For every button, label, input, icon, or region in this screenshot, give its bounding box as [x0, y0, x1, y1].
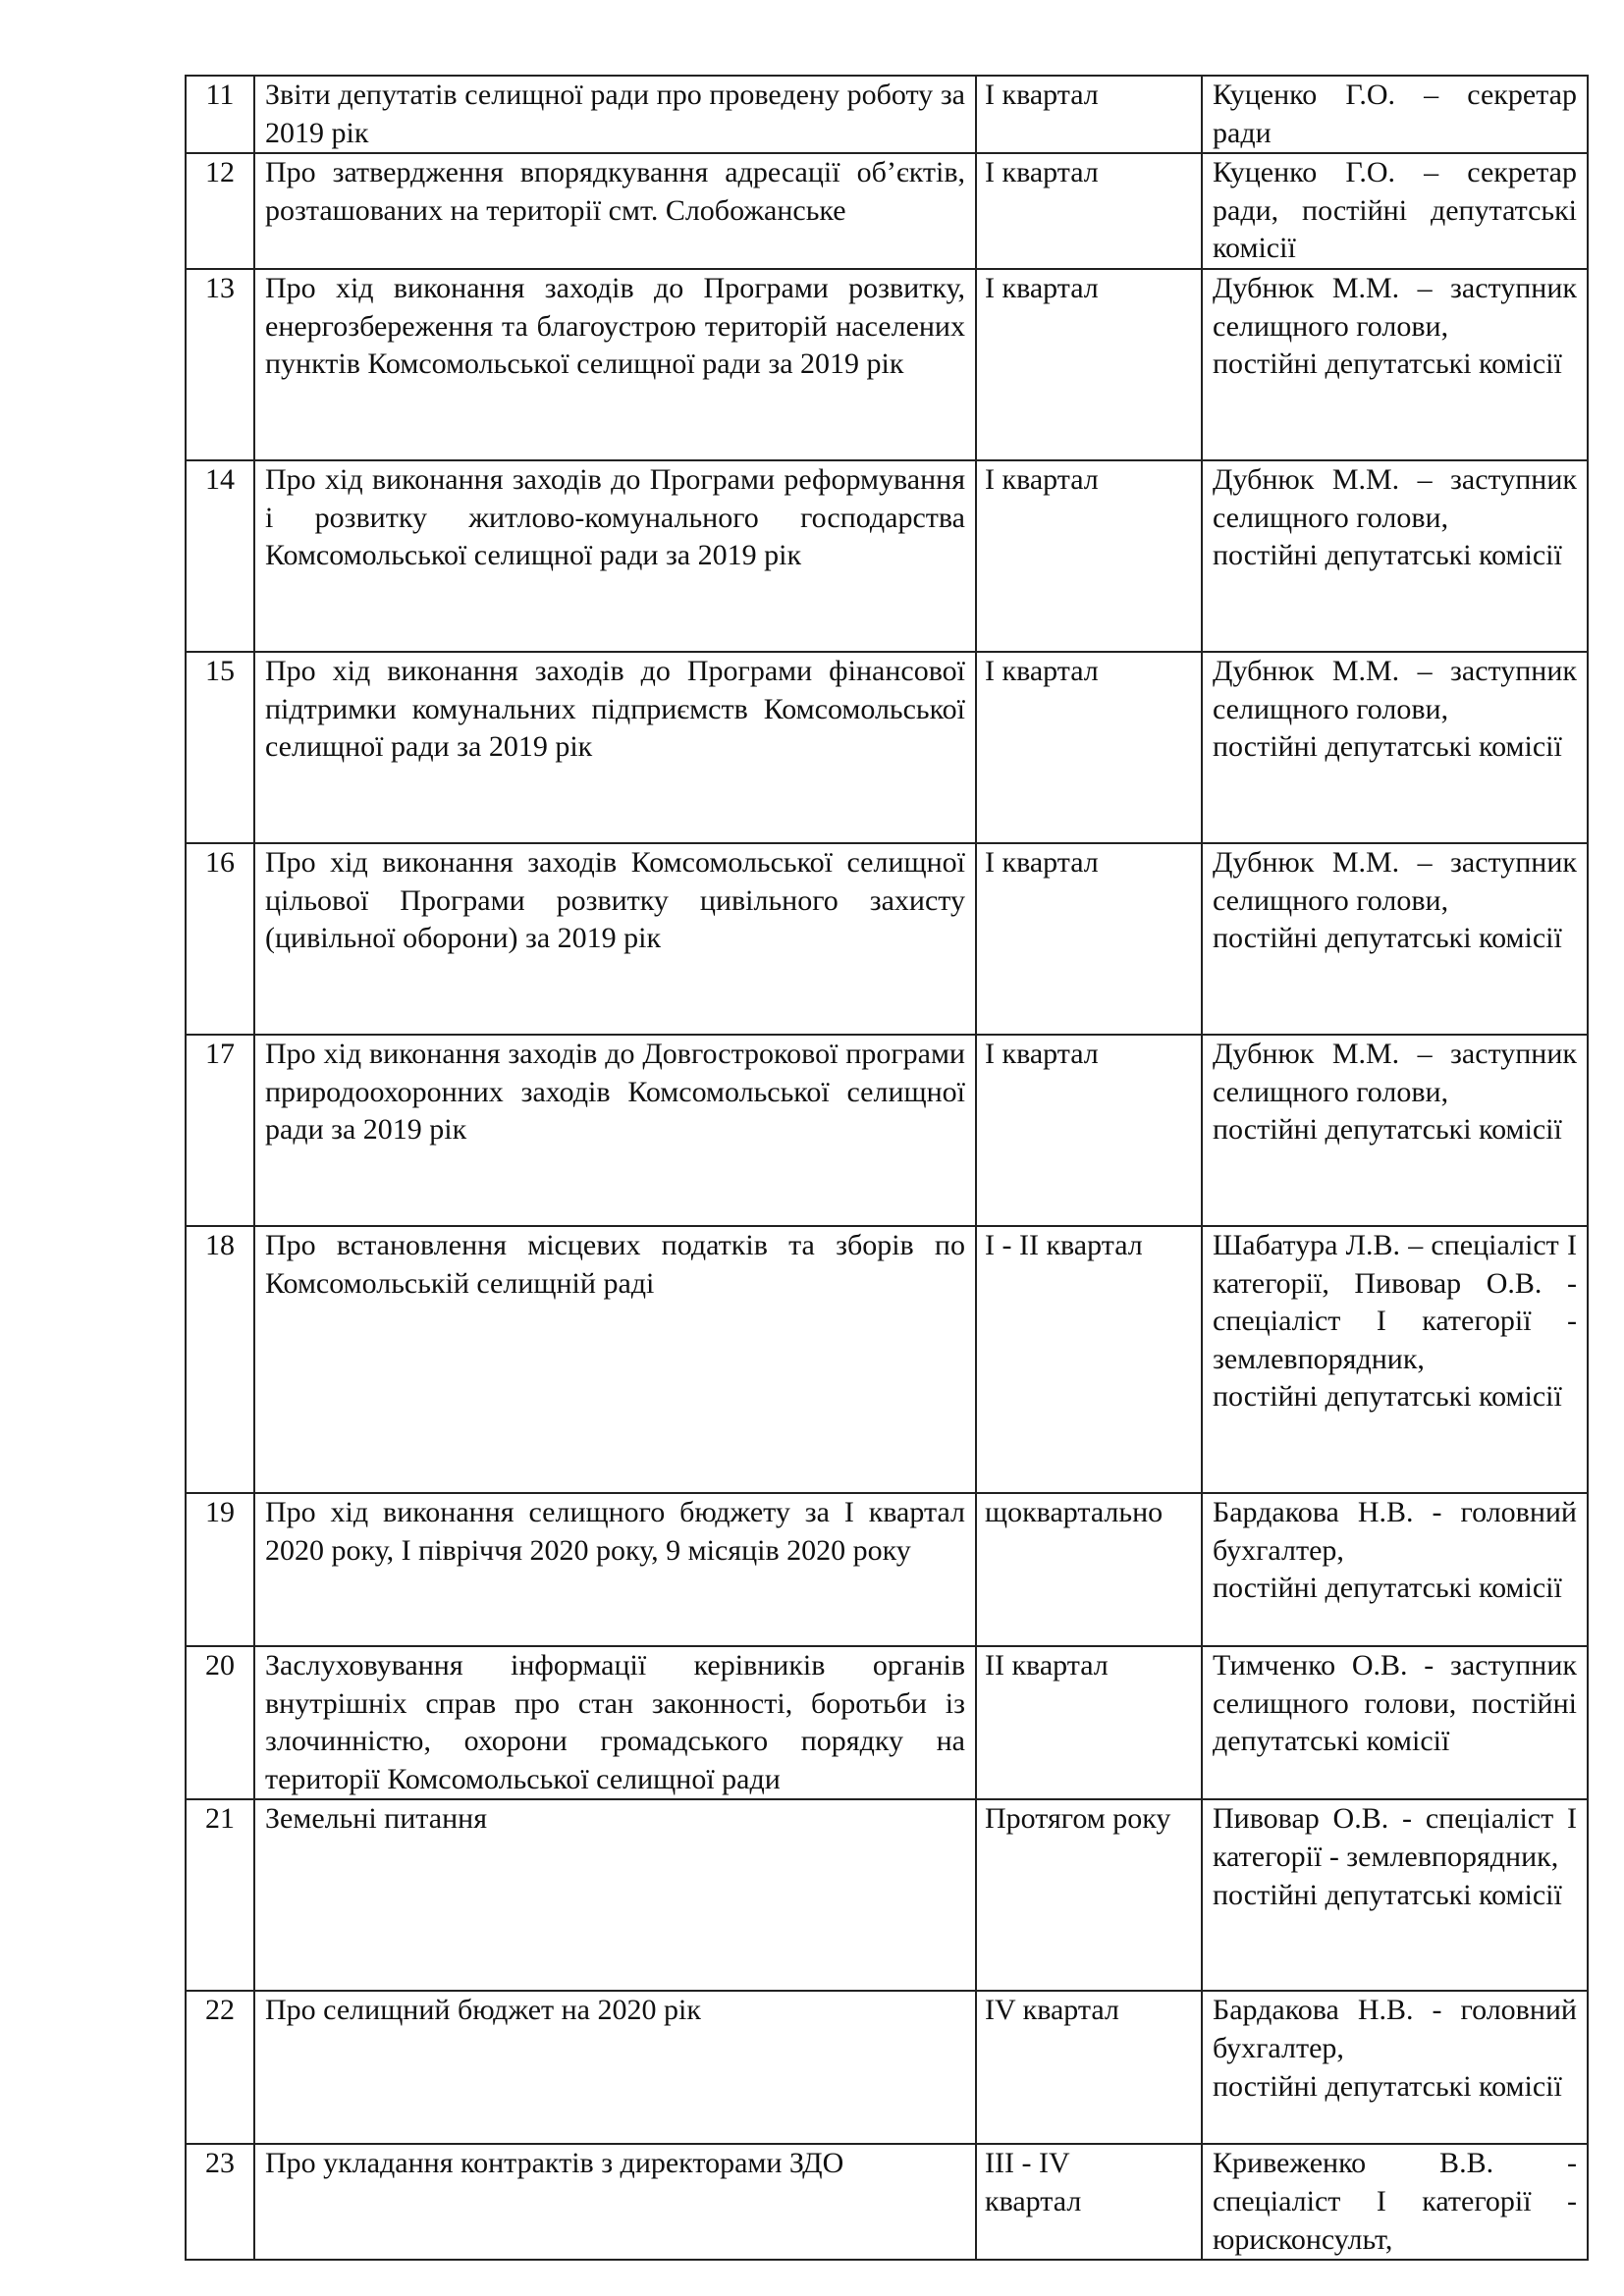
row-term: І квартал	[976, 1035, 1202, 1226]
row-number: 21	[186, 1799, 254, 1991]
row-number: 13	[186, 269, 254, 460]
table-row	[186, 1991, 1588, 2144]
row-term: І квартал	[976, 153, 1202, 269]
table-row	[186, 1226, 1588, 1493]
row-topic: Про селищний бюджет на 2020 рік	[254, 1991, 976, 2144]
row-term: І квартал	[976, 652, 1202, 843]
row-term: І квартал	[976, 269, 1202, 460]
row-responsible: Куценко Г.О. – секретар ради, постійні депутатські комісії	[1202, 153, 1588, 269]
row-topic: Про хід виконання заходів до Програми фінансової підтримки комунальних підприємств Комсомольської селищної ради за 2019 рік	[254, 652, 976, 843]
table-row	[186, 153, 1588, 269]
row-responsible: Пивовар О.В. - спеціаліст І категорії - землевпорядник, постійні депутатські комісії	[1202, 1799, 1588, 1991]
row-term: І - ІІ квартал	[976, 1226, 1202, 1493]
row-topic: Про хід виконання заходів до Програми розвитку, енергозбереження та благоустрою територій населених пунктів Комсомольської селищної ради за 2019 рік	[254, 269, 976, 460]
row-topic: Про затвердження впорядкування адресації об’єктів, розташованих на території смт. Слобожанське	[254, 153, 976, 269]
table-row	[186, 2144, 1588, 2260]
row-number: 17	[186, 1035, 254, 1226]
row-topic: Про хід виконання селищного бюджету за І квартал 2020 року, І півріччя 2020 року, 9 місяців 2020 року	[254, 1493, 976, 1646]
row-number: 19	[186, 1493, 254, 1646]
row-responsible: Кривеженко В.В. - спеціаліст І категорії - юрисконсульт,	[1202, 2144, 1588, 2260]
row-topic: Звіти депутатів селищної ради про проведену роботу за 2019 рік	[254, 76, 976, 153]
row-responsible: Бардакова Н.В. - головний бухгалтер, постійні депутатські комісії	[1202, 1991, 1588, 2144]
row-number: 18	[186, 1226, 254, 1493]
table-row	[186, 843, 1588, 1035]
row-term: ІІ квартал	[976, 1646, 1202, 1799]
row-responsible: Дубнюк М.М. – заступник селищного голови, постійні депутатські комісії	[1202, 269, 1588, 460]
work-plan-table	[185, 75, 1589, 2261]
row-number: 15	[186, 652, 254, 843]
row-number: 16	[186, 843, 254, 1035]
row-topic: Про хід виконання заходів Комсомольської селищної цільової Програми розвитку цивільного захисту (цивільної оборони) за 2019 рік	[254, 843, 976, 1035]
table-row	[186, 269, 1588, 460]
row-term: І квартал	[976, 843, 1202, 1035]
row-term: ІІІ - ІV квартал	[976, 2144, 1202, 2260]
row-topic: Земельні питання	[254, 1799, 976, 1991]
row-number: 23	[186, 2144, 254, 2260]
row-term: І квартал	[976, 76, 1202, 153]
row-topic: Заслуховування інформації керівників органів внутрішніх справ про стан законності, боротьби із злочинністю, охорони громадського порядку на території Комсомольської селищної ради	[254, 1646, 976, 1799]
row-term: ІV квартал	[976, 1991, 1202, 2144]
row-number: 20	[186, 1646, 254, 1799]
row-responsible: Куценко Г.О. – секретар ради	[1202, 76, 1588, 153]
table-row	[186, 76, 1588, 153]
row-topic: Про встановлення місцевих податків та зборів по Комсомольській селищній раді	[254, 1226, 976, 1493]
table-row	[186, 1799, 1588, 1991]
row-responsible: Дубнюк М.М. – заступник селищного голови, постійні депутатські комісії	[1202, 652, 1588, 843]
row-responsible: Шабатура Л.В. – спеціаліст І категорії, Пивовар О.В. - спеціаліст І категорії - землевпорядник, постійні депутатські комісії	[1202, 1226, 1588, 1493]
table-row	[186, 1646, 1588, 1799]
row-number: 11	[186, 76, 254, 153]
work-plan-table-body	[186, 76, 1588, 2260]
table-row	[186, 1035, 1588, 1226]
row-topic: Про укладання контрактів з директорами ЗДО	[254, 2144, 976, 2260]
row-responsible: Дубнюк М.М. – заступник селищного голови, постійні депутатські комісії	[1202, 1035, 1588, 1226]
row-topic: Про хід виконання заходів до Довгострокової програми природоохоронних заходів Комсомольської селищної ради за 2019 рік	[254, 1035, 976, 1226]
row-responsible: Дубнюк М.М. – заступник селищного голови, постійні депутатські комісії	[1202, 460, 1588, 652]
row-responsible: Дубнюк М.М. – заступник селищного голови, постійні депутатські комісії	[1202, 843, 1588, 1035]
row-responsible: Бардакова Н.В. - головний бухгалтер, постійні депутатські комісії	[1202, 1493, 1588, 1646]
row-number: 14	[186, 460, 254, 652]
row-responsible: Тимченко О.В. - заступник селищного голови, постійні депутатські комісії	[1202, 1646, 1588, 1799]
table-row	[186, 1493, 1588, 1646]
row-term: Протягом року	[976, 1799, 1202, 1991]
table-row	[186, 652, 1588, 843]
table-row	[186, 460, 1588, 652]
row-number: 22	[186, 1991, 254, 2144]
row-topic: Про хід виконання заходів до Програми реформування і розвитку житлово-комунального господарства Комсомольської селищної ради за 2019 рік	[254, 460, 976, 652]
row-number: 12	[186, 153, 254, 269]
row-term: щоквартально	[976, 1493, 1202, 1646]
row-term: І квартал	[976, 460, 1202, 652]
